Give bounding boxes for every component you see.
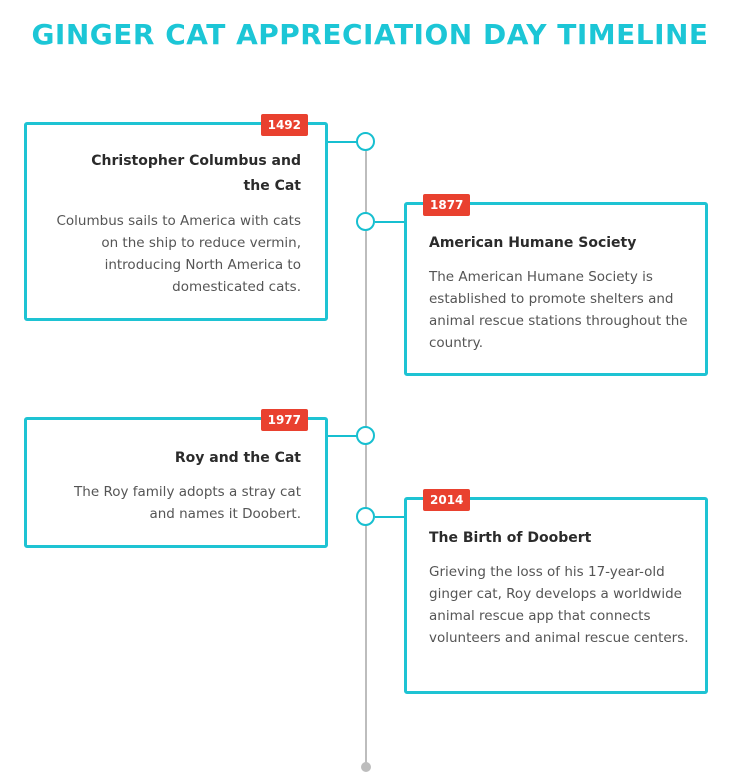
timeline-end-dot: [361, 762, 371, 772]
event-card-1877: [404, 198, 708, 376]
timeline-node-1977: [356, 426, 375, 445]
year-badge: 1877: [423, 194, 470, 216]
page-title: GINGER CAT APPRECIATION DAY TIMELINE: [31, 18, 709, 51]
year-badge: 2014: [423, 489, 470, 511]
year-badge: 1977: [261, 409, 308, 431]
event-title: Christopher Columbus and the Cat: [91, 153, 301, 194]
event-title: The Birth of Doobert: [429, 530, 592, 546]
event-card-2014: [404, 493, 708, 694]
connector-1977: [327, 435, 357, 437]
timeline-node-2014: [356, 507, 375, 526]
event-description: The Roy family adopts a stray cat and names it Doobert.: [74, 484, 301, 522]
event-card-1492: [24, 118, 328, 321]
year-badge: 1492: [261, 114, 308, 136]
event-description: The American Humane Society is established to promote shelters and animal rescue stations throughout the country.: [429, 269, 688, 351]
event-description: Grieving the loss of his 17-year-old ginger cat, Roy develops a worldwide animal rescue app that connects volunteers and animal rescue centers.: [429, 564, 689, 646]
event-card-1977: [24, 413, 328, 548]
event-title: American Humane Society: [429, 235, 637, 251]
connector-1492: [327, 141, 357, 143]
timeline-node-1492: [356, 132, 375, 151]
event-description: Columbus sails to America with cats on the ship to reduce vermin, introducing North America to domesticated cats.: [56, 213, 301, 295]
connector-1877: [375, 221, 405, 223]
timeline-node-1877: [356, 212, 375, 231]
event-title: Roy and the Cat: [174, 450, 301, 466]
connector-2014: [375, 516, 405, 518]
timeline-axis: [365, 140, 367, 765]
